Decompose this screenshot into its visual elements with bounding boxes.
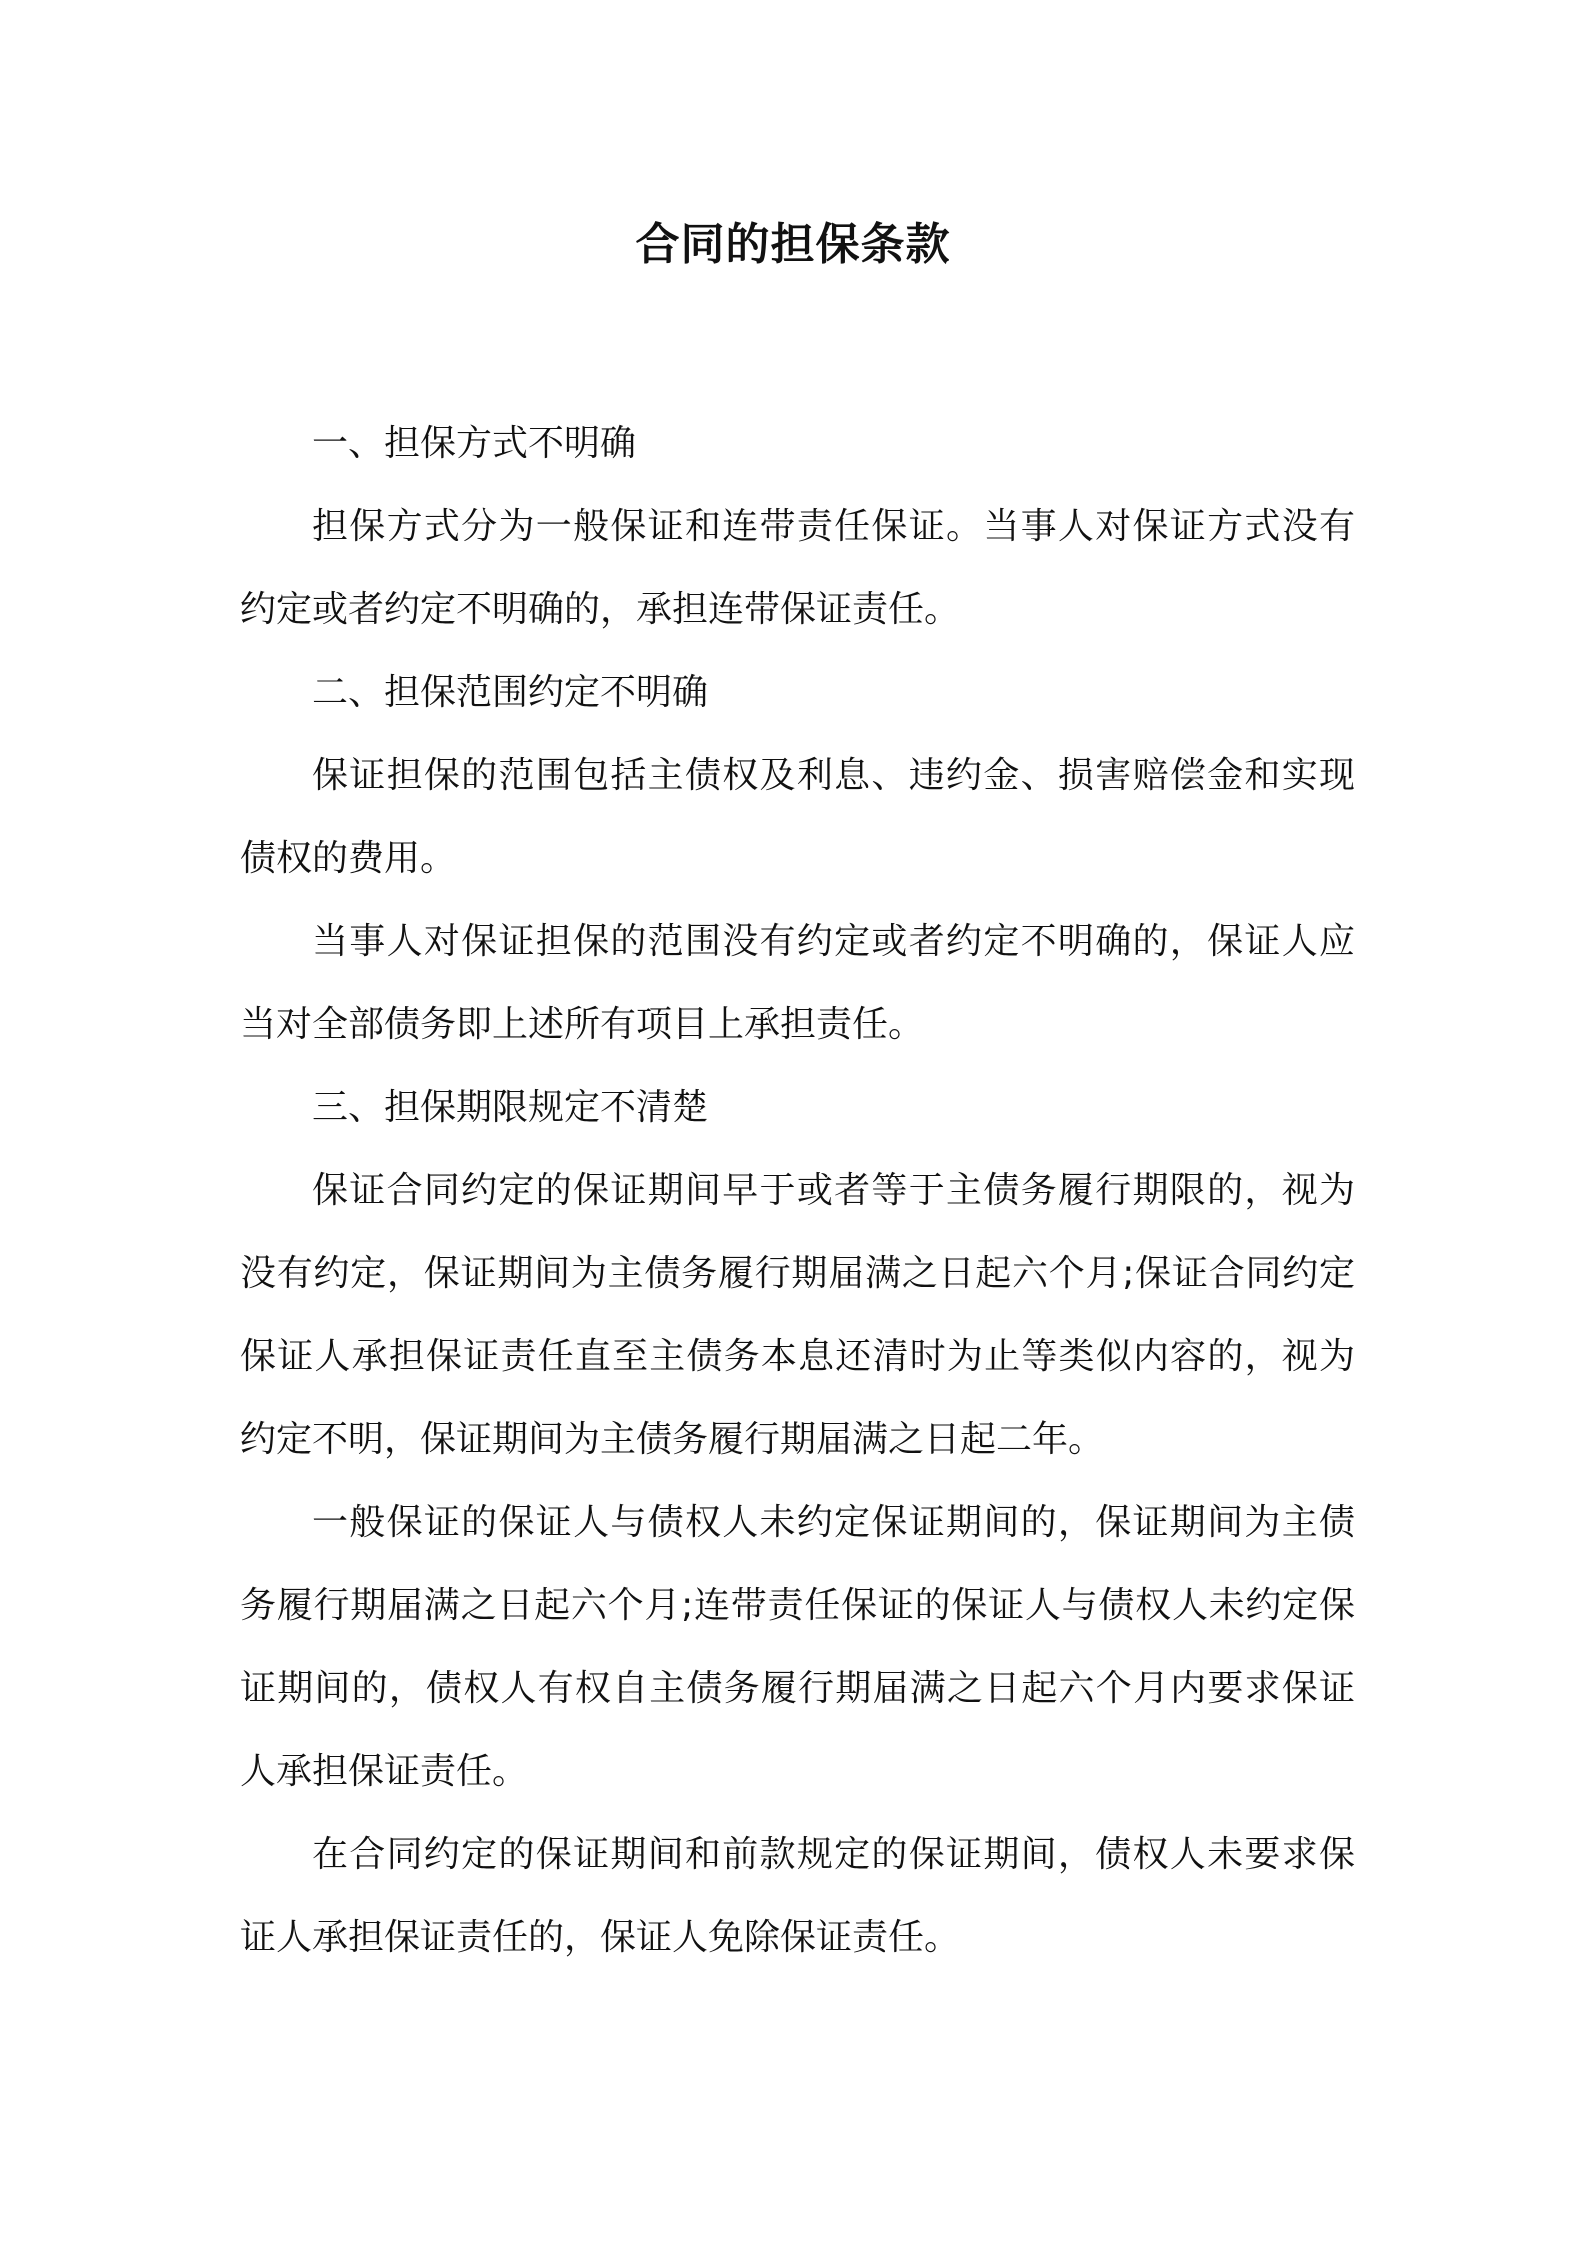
section-heading-3: 三、担保期限规定不清楚 [312,1087,709,1128]
paragraph: 当事人对保证担保的范围没有约定或者约定不明确的，保证人应当对全部债务即上述所有项目上承担责任。 [240,921,1355,1045]
document-title: 合同的担保条款 [635,219,951,270]
paragraph: 在合同约定的保证期间和前款规定的保证期间，债权人未要求保证人承担保证责任的，保证人免除保证责任。 [240,1834,1355,1958]
section-heading-1: 一、担保方式不明确 [312,423,637,464]
paragraph: 一般保证的保证人与债权人未约定保证期间的，保证期间为主债务履行期届满之日起六个月;连带责任保证的保证人与债权人未约定保证期间的，债权人有权自主债务履行期届满之日起六个月内要求保证人承担保证责任。 [240,1502,1355,1792]
section-heading-2: 二、担保范围约定不明确 [312,672,709,713]
paragraph: 保证合同约定的保证期间早于或者等于主债务履行期限的，视为没有约定，保证期间为主债务履行期届满之日起六个月;保证合同约定保证人承担保证责任直至主债务本息还清时为止等类似内容的，视为约定不明，保证期间为主债务履行期届满之日起二年。 [240,1170,1355,1460]
paragraph: 担保方式分为一般保证和连带责任保证。当事人对保证方式没有约定或者约定不明确的，承担连带保证责任。 [240,506,1355,630]
document-body [240,402,1355,1979]
paragraph: 保证担保的范围包括主债权及利息、违约金、损害赔偿金和实现债权的费用。 [240,755,1355,879]
